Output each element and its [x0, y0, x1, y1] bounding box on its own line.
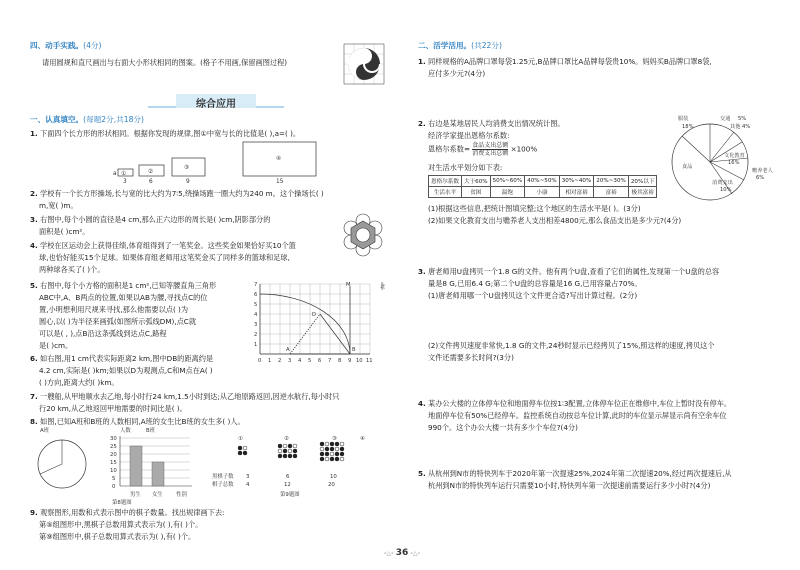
white-piece [283, 444, 287, 448]
black-piece [278, 444, 282, 448]
question-3-line2: 面积是( )cm²。 [39, 227, 90, 236]
question-5: 5. 右图中,每个小方格的面积是1 cm²,已知等腰直角三角形 [30, 281, 217, 290]
q1-label-2: ② [148, 169, 154, 175]
question-5-line3: 置,小明想利用尺规来寻找,那么他需要以点( )为 [39, 305, 189, 314]
question-6: 6. 如右图,用1 cm代表实际距离2 km,图中DB的距离约是 [30, 354, 214, 363]
q5-x-5: 5 [308, 358, 312, 364]
question-7-line2: 行20 km,从乙地返回甲地需要的时间比是( )。 [39, 404, 187, 413]
black-piece [293, 449, 297, 453]
pie-label-transport: 交通 [720, 116, 731, 122]
q5-y-7: 7 [254, 282, 258, 288]
q9-group-2: ② [284, 436, 289, 442]
question-5-line4: 圆心,以( )为半径来画弧(如图所示弧线DM),点C就 [39, 317, 197, 326]
q5-label-north: 北 [380, 284, 386, 290]
q5-x-1: 1 [268, 358, 272, 364]
white-piece [243, 446, 247, 450]
question-7: 7. 一艘船,从甲地顺水去乙地,每小时行24 km,1.5小时到达;从乙地原路返回,因逆水航行,每小时只 [30, 392, 340, 401]
q9-group-4: ④ [360, 436, 365, 442]
engel-value-5: 富裕 [594, 187, 629, 198]
q5-label-m: M [346, 282, 351, 288]
black-piece [325, 447, 329, 451]
black-piece [320, 457, 324, 461]
problem-4-line3: 990个。这个办公大楼一共有多少个车位?(4分) [428, 423, 578, 432]
white-piece [330, 452, 334, 456]
pie-pct-consume: 10% [720, 187, 732, 193]
q5-y-4: 4 [254, 312, 258, 318]
problem-2-sub1: (1)根据这些信息,把统计图填完整;这个地区的生活水平是( )。(3分) [428, 204, 641, 213]
white-piece [278, 449, 282, 453]
question-6-line2: 4.2 cm,实际是( )km;如果以D为观测点,C和M点在A( ) [39, 366, 213, 375]
q1-label-3c: ③ [184, 165, 190, 171]
black-piece [283, 454, 287, 458]
black-piece [293, 454, 297, 458]
question-4: 4. 学校在区运动会上获得佳绩,体育组得到了一笔奖金。这些奖金如果恰好买10个篮 [30, 241, 296, 250]
engel-value-1: 贫困 [461, 187, 490, 198]
q5-x-11: 11 [366, 358, 373, 364]
q5-x-7: 7 [328, 358, 332, 364]
q9-row-black: 黑棋子数 [212, 474, 234, 480]
q8-tick-20: 20 [110, 452, 117, 458]
q8-pie-title: A班 [40, 428, 50, 434]
pie-pct-other: 4% [742, 124, 751, 130]
q8-figure [30, 426, 210, 506]
q5-label-d: D [312, 312, 316, 318]
pie-pct-elderly: 6% [756, 175, 765, 181]
engel-header-2: 50%~60% [490, 176, 525, 187]
q5-y-5: 5 [254, 302, 258, 308]
q3-hexagon-circles-figure [340, 212, 386, 258]
q8-tick-15: 15 [110, 460, 117, 466]
q9-row-total: 棋子总数 [212, 482, 234, 488]
question-9-line1: 第⑤组图形中,黑棋子总数用算式表示为( ),有( )个。 [39, 520, 203, 529]
q5-x-10: 10 [356, 358, 363, 364]
question-2: 2. 学校有一个长方形操场,长与宽的比大约为7∶5,绕操场跑一圈大约为240 m。这个操场长( ) [30, 189, 324, 198]
black-piece [288, 444, 292, 448]
engel-header-1: 大于60% [461, 176, 490, 187]
question-5-line2: ABC中,A、B两点的位置,如果以AB为腰,寻找点C的位 [39, 293, 208, 302]
black-piece [320, 442, 324, 446]
q9-caption: 第9题图 [280, 492, 300, 498]
problem-5: 5. 从杭州到N市的特快列车于2020年第一次提速25%,2024年第二次提速20%,经过两次提速后,从 [418, 469, 732, 478]
question-1: 1. 下面四个长方形的形状相同。根据你发现的规律,图①中宽与长的比值是( ),a=( )。 [30, 129, 301, 138]
black-piece [238, 446, 242, 450]
section4-heading: 四、动手实践。(4分) [30, 41, 102, 50]
white-piece [340, 442, 344, 446]
problem-2-sub2: (2)如果文化教育支出与赡养老人支出相差4800元,那么食品支出是多少元?(4分) [428, 216, 682, 225]
pie-label-clothing: 服装 [678, 116, 689, 122]
q5-x-3: 3 [288, 358, 292, 364]
black-piece [330, 447, 334, 451]
engel-table [428, 175, 657, 198]
problem-5-line2: 杭州到N市的特快列车运行只需要10小时,特快列车第一次提速前需要运行多少小时?(4分) [428, 481, 711, 490]
q5-y-3: 3 [254, 322, 258, 328]
black-piece [283, 449, 287, 453]
engel-header-4: 30%~40% [559, 176, 594, 187]
q8-cat-axis: 性别 [176, 492, 187, 498]
engel-value-2: 温饱 [490, 187, 525, 198]
q5-x-0: 0 [258, 358, 262, 364]
q8-tick-0: 0 [112, 484, 116, 490]
question-3: 3. 右图中,每个小圆的直径是4 cm,那么正六边形的周长是( )cm,阴影部分的 [30, 215, 271, 224]
engel-header-5: 20%~30% [594, 176, 629, 187]
q9-black-3: 10 [330, 474, 337, 480]
q8-cat-girl: 女生 [152, 492, 163, 498]
q5-label-b: B [352, 347, 356, 353]
q9-group-3: ③ [332, 436, 337, 442]
q1-label-1: ① [121, 171, 127, 177]
q1-rectangles-figure [110, 139, 300, 187]
q9-total-3: 20 [328, 482, 335, 488]
problem-3-line4: (2)文件拷贝速度非常快,1.8 G的文件,24秒时显示已经拷贝了15%,照这样的速度,拷贝这个 [428, 341, 715, 350]
q9-chess-figure [212, 434, 372, 506]
question-9-line2: 第⑨组图形中,棋子总数用算式表示为( ),有( )个。 [39, 532, 196, 541]
question-6-line3: ( )方向,距离大约( )km。 [39, 378, 119, 387]
engel-header-0: 恩格尔系数 [429, 176, 462, 187]
page-number: -△- 36 -△- [384, 548, 420, 558]
q1-label-3: 3 [123, 179, 127, 185]
problem-4: 4. 某办公大楼的立体停车位和地面停车位按1∶3配置,立体停车位正在维修中,车位上暂时没有停车。 [418, 399, 732, 408]
q5-y-2: 2 [254, 332, 258, 338]
question-4-line3: 两种球各买了( )个。 [39, 265, 105, 274]
pie-label-elderly: 赡养老人 [752, 168, 773, 174]
problem-3-line5: 文件还需要多长时间?(3分) [428, 353, 514, 362]
consumption-pie-chart [660, 112, 780, 204]
engel-header-6: 20%以下 [628, 176, 657, 187]
compass-pattern-figure [344, 44, 384, 84]
section1-heading: 一、认真填空。(每题2分,共18分) [30, 115, 144, 124]
pie-pct-education: 16% [728, 160, 740, 166]
black-piece [330, 442, 334, 446]
q5-label-a: A [286, 347, 290, 353]
q1-label-6: 6 [149, 179, 153, 185]
problem-2: 2. 右边是某地居民人均消费支出情况统计图。 [418, 119, 565, 128]
black-piece [320, 452, 324, 456]
black-piece [335, 452, 339, 456]
q5-x-4: 4 [298, 358, 302, 364]
problem-1: 1. 同样规格的A品牌口罩每袋1.25元,B品牌口罩比A品牌每袋贵10%。妈妈买B品牌口罩8袋, [418, 57, 712, 66]
q8-tick-25: 25 [110, 444, 117, 450]
q1-label-9: 9 [186, 179, 190, 185]
q9-total-2: 12 [284, 482, 291, 488]
q1-label-a: a [113, 171, 117, 177]
question-5-line6: 是( )cm。 [39, 341, 73, 350]
white-piece [293, 444, 297, 448]
q5-x-2: 2 [278, 358, 282, 364]
question-2-line2: m,宽( )m。 [39, 201, 78, 210]
pie-pct-clothing: 18% [682, 124, 694, 130]
engel-header-3: 40%~50% [525, 176, 560, 187]
engel-formula: 恩格尔系数= 食品支出总额 消费支出总额 ×100% [428, 142, 538, 157]
section4-text: 请用圆规和直尺画出与右面大小形状相同的图案。(格子不用画,保留画图过程) [42, 58, 288, 67]
engel-value-4: 相对富裕 [559, 187, 594, 198]
problem-3: 3. 唐老师用U盘拷贝一个1.8 G的文件。他有两个U盘,查看了它们的属性,发现第一个U盘的总容 [418, 267, 720, 276]
q9-total-1: 4 [246, 482, 250, 488]
q5-x-9: 9 [348, 358, 352, 364]
q8-caption: 第8题图 [112, 500, 132, 506]
black-piece [288, 454, 292, 458]
q9-black-2: 6 [286, 474, 290, 480]
black-piece [330, 457, 334, 461]
q5-y-1: 1 [254, 342, 258, 348]
problem-1-line2: 应付多少元?(4分) [428, 69, 486, 78]
engel-value-0: 生活水平 [429, 187, 462, 198]
q9-black-1: 3 [246, 474, 250, 480]
problem-2-line2: 经济学家提出恩格尔系数: [428, 131, 510, 140]
white-piece [320, 447, 324, 451]
q1-label-4: ④ [276, 156, 282, 162]
q9-group-1: ① [238, 436, 243, 442]
pie-label-education: 文化教育 [724, 153, 745, 159]
question-9: 9. 观察图形,用数和式表示图中的棋子数量。找出规律画下去: [30, 508, 225, 517]
white-piece [340, 457, 344, 461]
pie-pct-transport: 5% [738, 116, 747, 122]
q8-cat-boy: 男生 [130, 492, 141, 498]
problem-3-line3: (1)唐老师用哪一个U盘拷贝这个文件更合适?写出计算过程。(2分) [428, 291, 638, 300]
black-piece [278, 454, 282, 458]
engel-value-6: 极其富裕 [628, 187, 657, 198]
problem-4-line2: 地面停车位有50%已经停车。监控系统自动按总车位计算,此时的车位显示屏显示尚有空余车位 [428, 411, 727, 420]
black-piece [243, 451, 247, 455]
pie-label-food: 食品 [682, 164, 693, 170]
problem-3-line2: 量是8 G,已用6.4 G;第二个U盘的总容量是16 G,已用容量占70%。 [428, 279, 642, 288]
pie-label-other: 其他 [730, 124, 741, 130]
question-8: 8. 如图,已知A班和B班的人数相同,A班的女生比B班的女生多( )人。 [30, 417, 245, 426]
question-4-line2: 球,也恰好能买15个足球。如果体育组老师用这笔奖金买了同样多的篮球和足球, [39, 253, 290, 262]
q5-x-6: 6 [318, 358, 322, 364]
q8-tick-5: 5 [112, 476, 116, 482]
q1-label-15: 15 [276, 179, 284, 185]
black-piece [335, 442, 339, 446]
q8-tick-30: 30 [110, 436, 117, 442]
section-banner: 综合应用 [148, 92, 284, 110]
black-piece [238, 451, 242, 455]
black-piece [340, 452, 344, 456]
section2-heading: 二、活学活用。(共22分) [418, 41, 502, 50]
q8-tick-10: 10 [110, 468, 117, 474]
q8-bar-ylabel: 人数 [120, 428, 131, 434]
black-piece [335, 457, 339, 461]
engel-value-3: 小康 [525, 187, 560, 198]
question-5-line5: 可以是( , ),点B沿这条弧线到达点C,路程 [39, 329, 167, 338]
problem-2-line3: 对生活水平划分如下表: [428, 163, 503, 172]
pie-label-consume: 消费支出 [712, 180, 733, 186]
q8-bar-title: B班 [146, 428, 156, 434]
black-piece [325, 452, 329, 456]
white-piece [325, 442, 329, 446]
black-piece [340, 447, 344, 451]
white-piece [288, 449, 292, 453]
q5-y-6: 6 [254, 292, 258, 298]
white-piece [325, 457, 329, 461]
q5-grid-figure [252, 280, 392, 370]
white-piece [335, 447, 339, 451]
q5-x-8: 8 [338, 358, 342, 364]
